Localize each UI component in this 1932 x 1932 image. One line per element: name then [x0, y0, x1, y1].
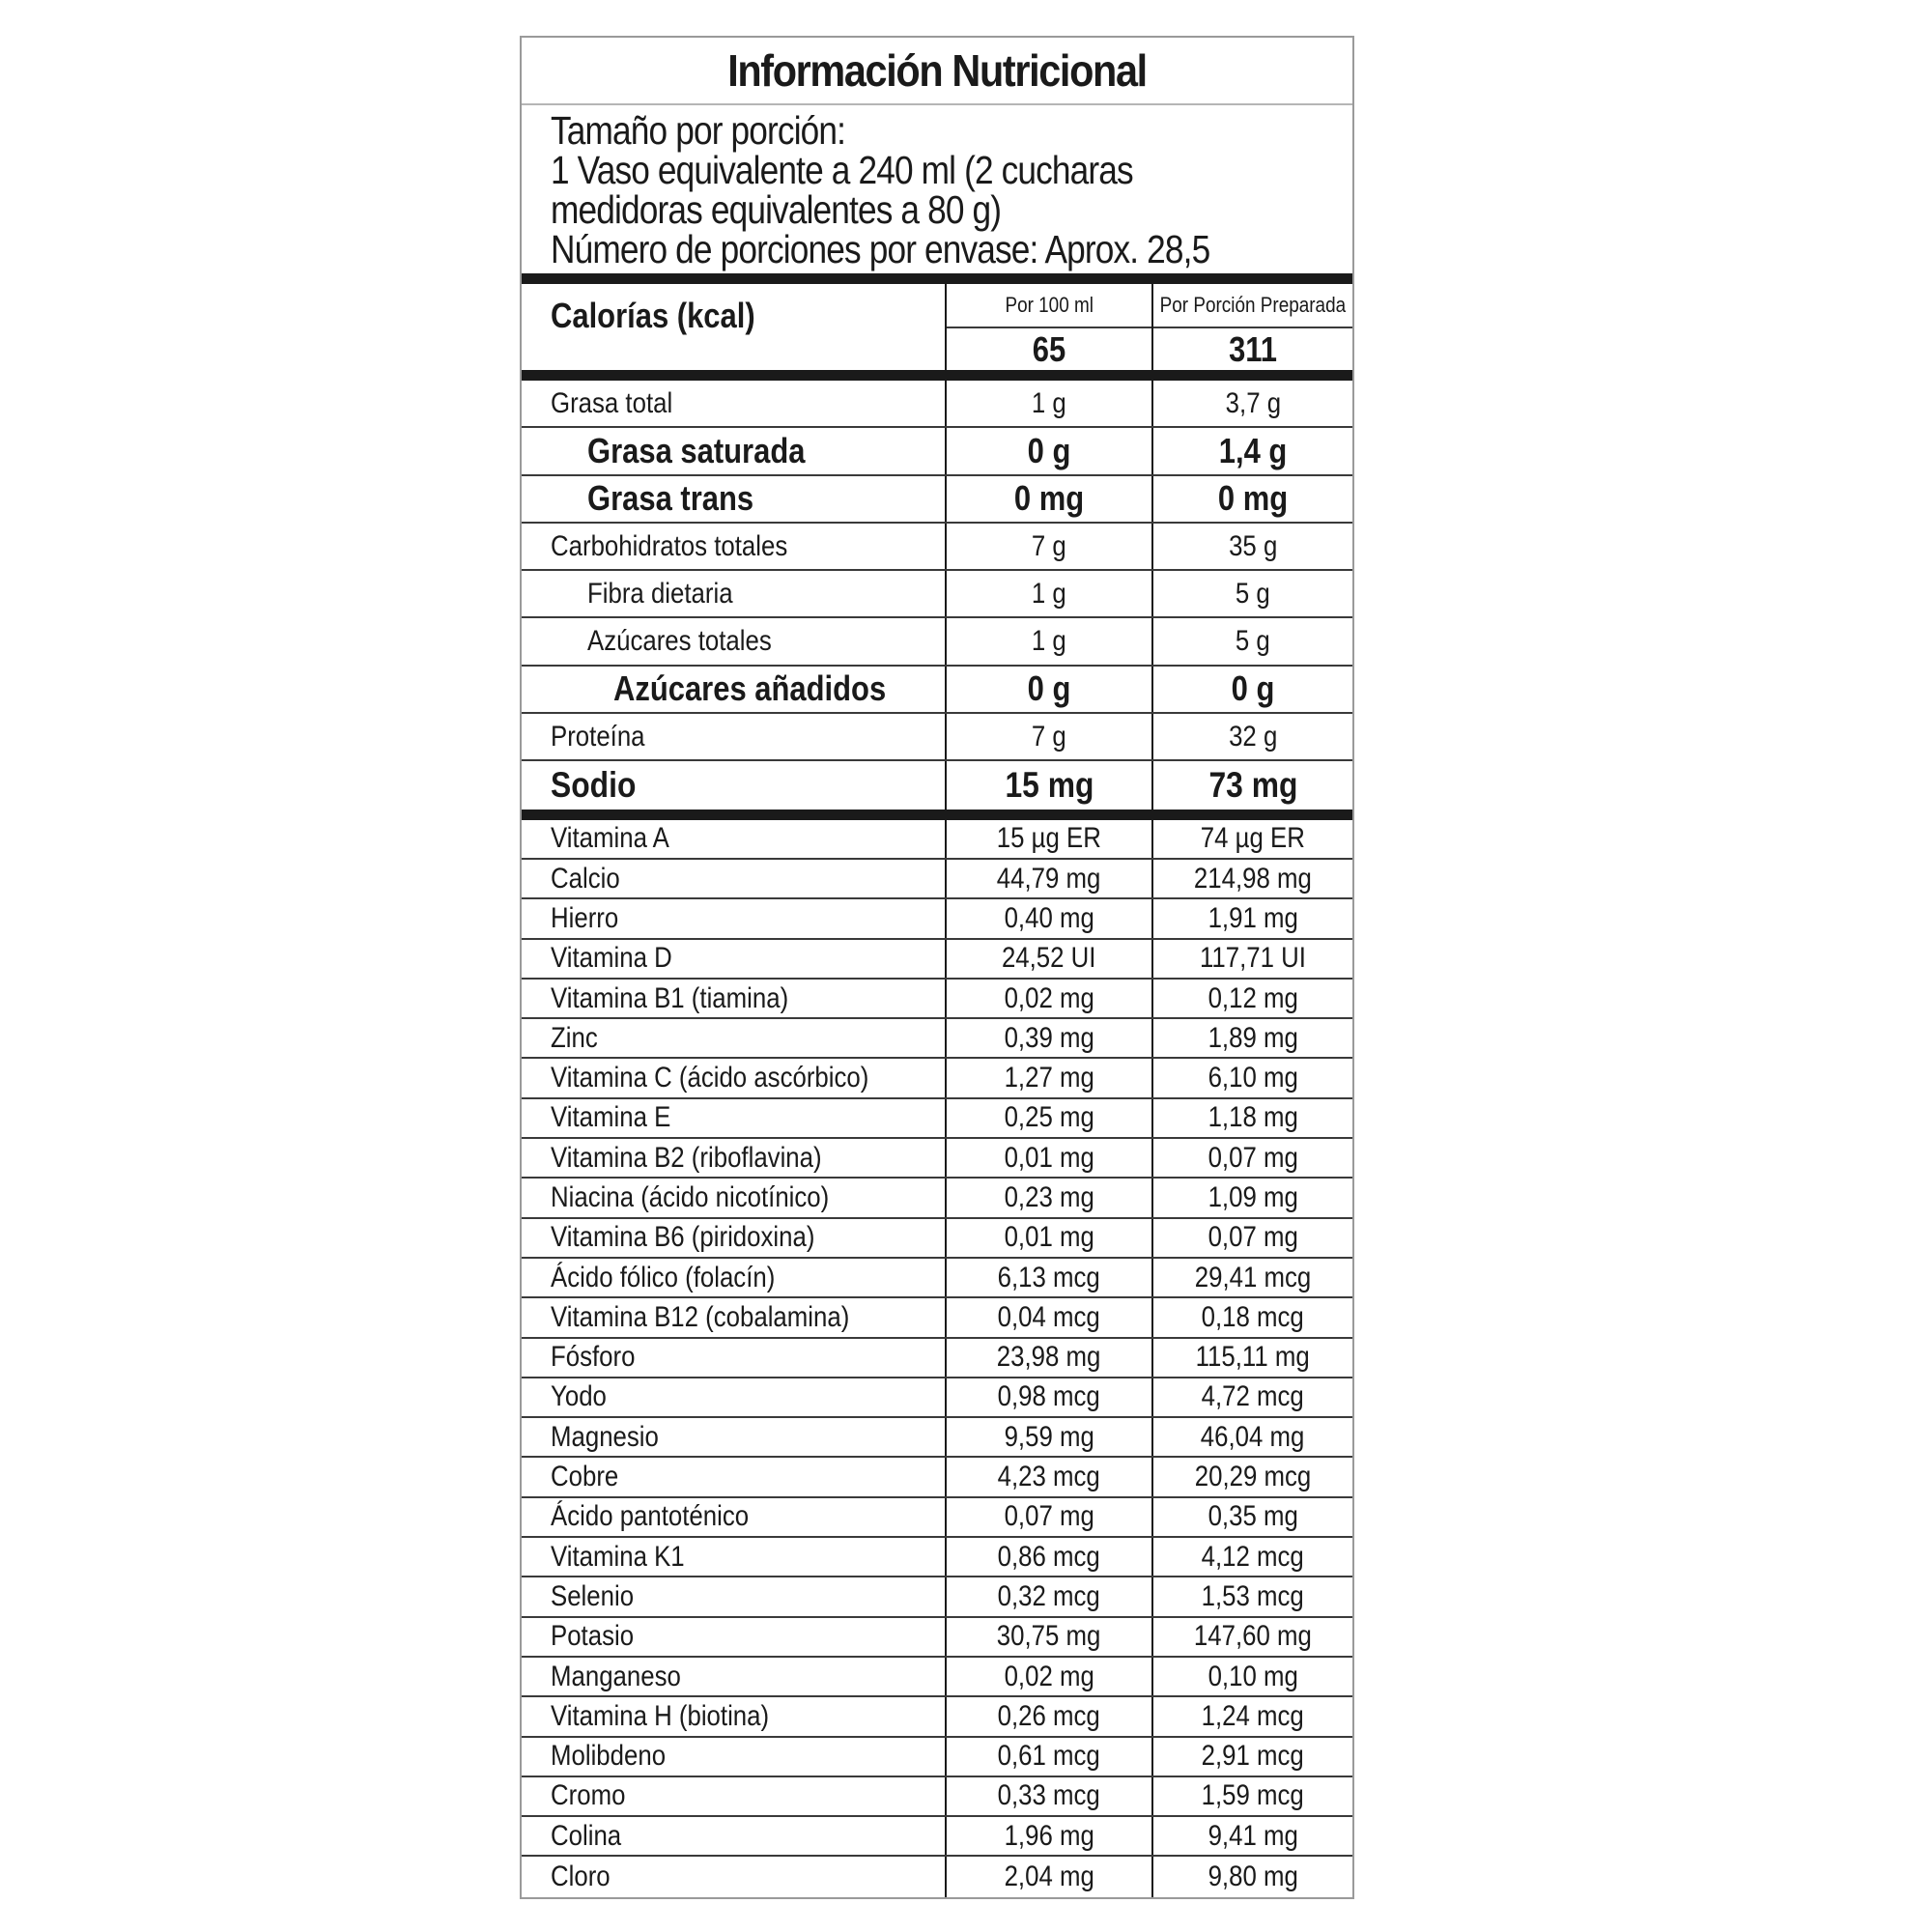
micronutrient-row: [522, 1418, 1352, 1458]
value-per-portion: 46,04 mg: [1201, 1420, 1305, 1453]
micronutrient-row: [522, 1618, 1352, 1658]
value-per-portion: 1,91 mg: [1208, 901, 1298, 934]
value-per-portion: 1,18 mg: [1208, 1101, 1298, 1134]
value-per-portion: 1,89 mg: [1208, 1021, 1298, 1054]
micronutrient-row: [522, 1179, 1352, 1218]
nutrient-row: [522, 381, 1352, 428]
value-per-100ml: 0,39 mg: [1004, 1021, 1094, 1054]
nutrient-row: [522, 571, 1352, 618]
nutrient-label: Cromo: [551, 1779, 626, 1812]
value-per-portion: 115,11 mg: [1195, 1341, 1311, 1374]
calories-per-portion: 311: [1229, 328, 1277, 369]
nutrient-label: Colina: [551, 1819, 622, 1852]
value-per-portion: 1,4 g: [1218, 430, 1288, 470]
value-per-100ml: 0,04 mcg: [997, 1300, 1101, 1333]
nutrient-label: Manganeso: [551, 1660, 681, 1692]
value-per-portion: 0,12 mg: [1208, 981, 1298, 1014]
nutrient-label: Vitamina B6 (piridoxina): [551, 1221, 815, 1254]
column-header-per-portion: Por Porción Preparada: [1159, 293, 1347, 317]
nutrient-label: Proteína: [551, 720, 645, 753]
value-per-portion: 0,18 mcg: [1201, 1300, 1305, 1333]
value-per-100ml: 1,27 mg: [1004, 1062, 1094, 1094]
micronutrient-row: [522, 1099, 1352, 1139]
value-per-100ml: 24,52 UI: [1002, 942, 1096, 975]
value-per-100ml: 0,25 mg: [1004, 1101, 1094, 1134]
thick-divider: [522, 810, 1352, 820]
nutrient-label: Grasa trans: [587, 478, 754, 519]
micronutrient-row: [522, 1259, 1352, 1298]
value-per-portion: 0,35 mg: [1208, 1500, 1298, 1533]
micronutrient-row: [522, 1538, 1352, 1577]
value-per-100ml: 0,01 mg: [1004, 1141, 1094, 1174]
nutrient-row: [522, 524, 1352, 571]
nutrient-row: [522, 667, 1352, 714]
value-per-portion: 2,91 mcg: [1201, 1740, 1305, 1773]
micronutrient-row: [522, 1577, 1352, 1617]
value-per-100ml: 4,23 mcg: [997, 1461, 1101, 1493]
nutrient-label: Fibra dietaria: [587, 577, 733, 610]
value-per-portion: 73 mg: [1208, 765, 1297, 806]
nutrient-label: Vitamina A: [551, 822, 669, 855]
nutrient-label: Ácido fólico (folacín): [551, 1261, 776, 1293]
servings-per-container: Número de porciones por envase: Aprox. 28,5: [551, 227, 1210, 271]
value-per-portion: 5 g: [1236, 577, 1270, 610]
micronutrient-row: [522, 1378, 1352, 1418]
nutrient-row: [522, 714, 1352, 761]
nutrient-row: [522, 761, 1352, 809]
value-per-100ml: 7 g: [1032, 529, 1066, 562]
value-per-portion: 4,12 mcg: [1201, 1540, 1305, 1573]
nutrient-row: [522, 476, 1352, 524]
value-per-100ml: 44,79 mg: [997, 862, 1101, 895]
micronutrient-row: [522, 1019, 1352, 1059]
nutrient-label: Azúcares totales: [587, 625, 772, 658]
value-per-100ml: 30,75 mg: [997, 1620, 1101, 1653]
nutrition-facts-table: [520, 36, 1354, 1899]
value-per-portion: 0 g: [1231, 668, 1275, 709]
value-per-portion: 117,71 UI: [1200, 942, 1306, 975]
value-per-100ml: 0 g: [1027, 430, 1071, 470]
serving-size-heading: Tamaño por porción:: [551, 108, 846, 153]
title-section: [522, 38, 1352, 105]
micronutrient-row: [522, 1139, 1352, 1179]
value-per-portion: 0,07 mg: [1208, 1221, 1298, 1254]
micronutrient-row: [522, 1777, 1352, 1817]
value-per-portion: 1,24 mcg: [1201, 1699, 1305, 1732]
nutrient-label: Calcio: [551, 862, 620, 895]
value-per-portion: 0 mg: [1217, 478, 1289, 519]
value-per-portion: 6,10 mg: [1208, 1062, 1298, 1094]
value-per-100ml: 9,59 mg: [1004, 1420, 1094, 1453]
micronutrient-row: [522, 1458, 1352, 1497]
nutrient-label: Vitamina B1 (tiamina): [551, 981, 789, 1014]
value-per-portion: 74 µg ER: [1200, 822, 1306, 855]
value-per-100ml: 0,98 mcg: [997, 1380, 1101, 1413]
micronutrient-row: [522, 1658, 1352, 1697]
value-per-100ml: 0,33 mcg: [997, 1779, 1101, 1812]
calories-label: Calorías (kcal): [551, 296, 755, 335]
nutrient-label: Ácido pantoténico: [551, 1500, 750, 1533]
value-per-100ml: 1 g: [1032, 386, 1066, 419]
value-per-portion: 4,72 mcg: [1201, 1380, 1305, 1413]
micronutrient-row: [522, 1498, 1352, 1538]
serving-size-line-cont: medidoras equivalentes a 80 g): [551, 187, 1002, 232]
value-per-portion: 20,29 mcg: [1194, 1461, 1312, 1493]
value-per-100ml: 0,02 mg: [1004, 981, 1094, 1014]
nutrient-label: Fósforo: [551, 1341, 636, 1374]
value-per-100ml: 0,86 mcg: [997, 1540, 1101, 1573]
nutrient-label: Hierro: [551, 901, 619, 934]
value-per-portion: 9,80 mg: [1208, 1861, 1298, 1893]
value-per-100ml: 0,26 mcg: [997, 1699, 1101, 1732]
micronutrients-section: [522, 820, 1352, 1897]
value-per-100ml: 15 mg: [1005, 765, 1094, 806]
nutrient-label: Magnesio: [551, 1420, 659, 1453]
thick-divider: [522, 370, 1352, 381]
value-per-portion: 1,09 mg: [1208, 1180, 1298, 1213]
value-per-portion: 1,53 mcg: [1201, 1579, 1305, 1612]
value-per-100ml: 0,23 mg: [1004, 1180, 1094, 1213]
nutrient-label: Zinc: [551, 1021, 598, 1054]
micronutrient-row: [522, 899, 1352, 939]
value-per-portion: 0,07 mg: [1208, 1141, 1298, 1174]
nutrient-label: Vitamina D: [551, 942, 672, 975]
value-per-100ml: 0 g: [1027, 668, 1071, 709]
value-per-100ml: 0,32 mcg: [997, 1579, 1101, 1612]
nutrient-label: Yodo: [551, 1380, 607, 1413]
value-per-portion: 147,60 mg: [1194, 1620, 1312, 1653]
nutrient-label: Potasio: [551, 1620, 635, 1653]
nutrient-label: Vitamina E: [551, 1101, 671, 1134]
micronutrient-row: [522, 1339, 1352, 1378]
value-per-100ml: 0 mg: [1013, 478, 1085, 519]
value-per-100ml: 0,01 mg: [1004, 1221, 1094, 1254]
micronutrient-row: [522, 980, 1352, 1019]
nutrient-label: Cobre: [551, 1461, 619, 1493]
micronutrient-row: [522, 940, 1352, 980]
micronutrient-row: [522, 1059, 1352, 1098]
nutrient-label: Selenio: [551, 1579, 635, 1612]
nutrient-label: Azúcares añadidos: [613, 668, 887, 709]
nutrient-label: Vitamina C (ácido ascórbico): [551, 1062, 869, 1094]
serving-size-line: 1 Vaso equivalente a 240 ml (2 cucharas: [551, 148, 1133, 192]
value-per-portion: 214,98 mg: [1194, 862, 1312, 895]
value-per-100ml: 1 g: [1032, 625, 1066, 658]
value-per-100ml: 1,96 mg: [1004, 1819, 1094, 1852]
value-per-100ml: 23,98 mg: [997, 1341, 1101, 1374]
value-per-100ml: 6,13 mcg: [997, 1261, 1101, 1293]
micronutrient-row: [522, 1298, 1352, 1338]
nutrient-label: Vitamina H (biotina): [551, 1699, 770, 1732]
micronutrient-row: [522, 860, 1352, 899]
value-per-portion: 29,41 mcg: [1194, 1261, 1312, 1293]
nutrient-label: Carbohidratos totales: [551, 529, 788, 562]
micronutrient-row: [522, 1697, 1352, 1737]
micronutrient-row: [522, 1219, 1352, 1259]
value-per-portion: 32 g: [1228, 720, 1278, 753]
calories-per-100ml: 65: [1032, 328, 1066, 369]
value-per-100ml: 2,04 mg: [1004, 1861, 1094, 1893]
micronutrient-row: [522, 820, 1352, 860]
nutrient-label: Sodio: [551, 765, 637, 806]
nutrient-label: Molibdeno: [551, 1740, 667, 1773]
value-per-portion: 9,41 mg: [1208, 1819, 1298, 1852]
micronutrient-row: [522, 1857, 1352, 1896]
value-per-portion: 5 g: [1236, 625, 1270, 658]
macronutrients-section: [522, 381, 1352, 810]
nutrient-label: Cloro: [551, 1861, 611, 1893]
thick-divider: [522, 273, 1352, 284]
nutrient-row: [522, 428, 1352, 475]
value-per-100ml: 15 µg ER: [996, 822, 1102, 855]
value-per-100ml: 0,02 mg: [1004, 1660, 1094, 1692]
value-per-100ml: 0,61 mcg: [997, 1740, 1101, 1773]
micronutrient-row: [522, 1738, 1352, 1777]
value-per-100ml: 0,07 mg: [1004, 1500, 1094, 1533]
micronutrient-row: [522, 1817, 1352, 1857]
value-per-100ml: 0,40 mg: [1004, 901, 1094, 934]
value-per-portion: 35 g: [1228, 529, 1278, 562]
value-per-portion: 1,59 mcg: [1201, 1779, 1305, 1812]
value-per-100ml: 7 g: [1032, 720, 1066, 753]
nutrient-label: Grasa total: [551, 386, 673, 419]
value-per-portion: 0,10 mg: [1208, 1660, 1298, 1692]
nutrient-label: Vitamina K1: [551, 1540, 685, 1573]
nutrient-row: [522, 618, 1352, 666]
serving-info: [522, 105, 1352, 273]
nutrient-label: Vitamina B2 (riboflavina): [551, 1141, 822, 1174]
column-header-per-100ml: Por 100 ml: [1005, 293, 1094, 317]
nutrient-label: Vitamina B12 (cobalamina): [551, 1300, 850, 1333]
value-per-100ml: 1 g: [1032, 577, 1066, 610]
nutrient-label: Niacina (ácido nicotínico): [551, 1180, 830, 1213]
nutrient-label: Grasa saturada: [587, 430, 806, 470]
label-title: Información Nutricional: [727, 45, 1147, 96]
value-per-portion: 3,7 g: [1225, 386, 1281, 419]
calories-row: [522, 284, 1352, 370]
